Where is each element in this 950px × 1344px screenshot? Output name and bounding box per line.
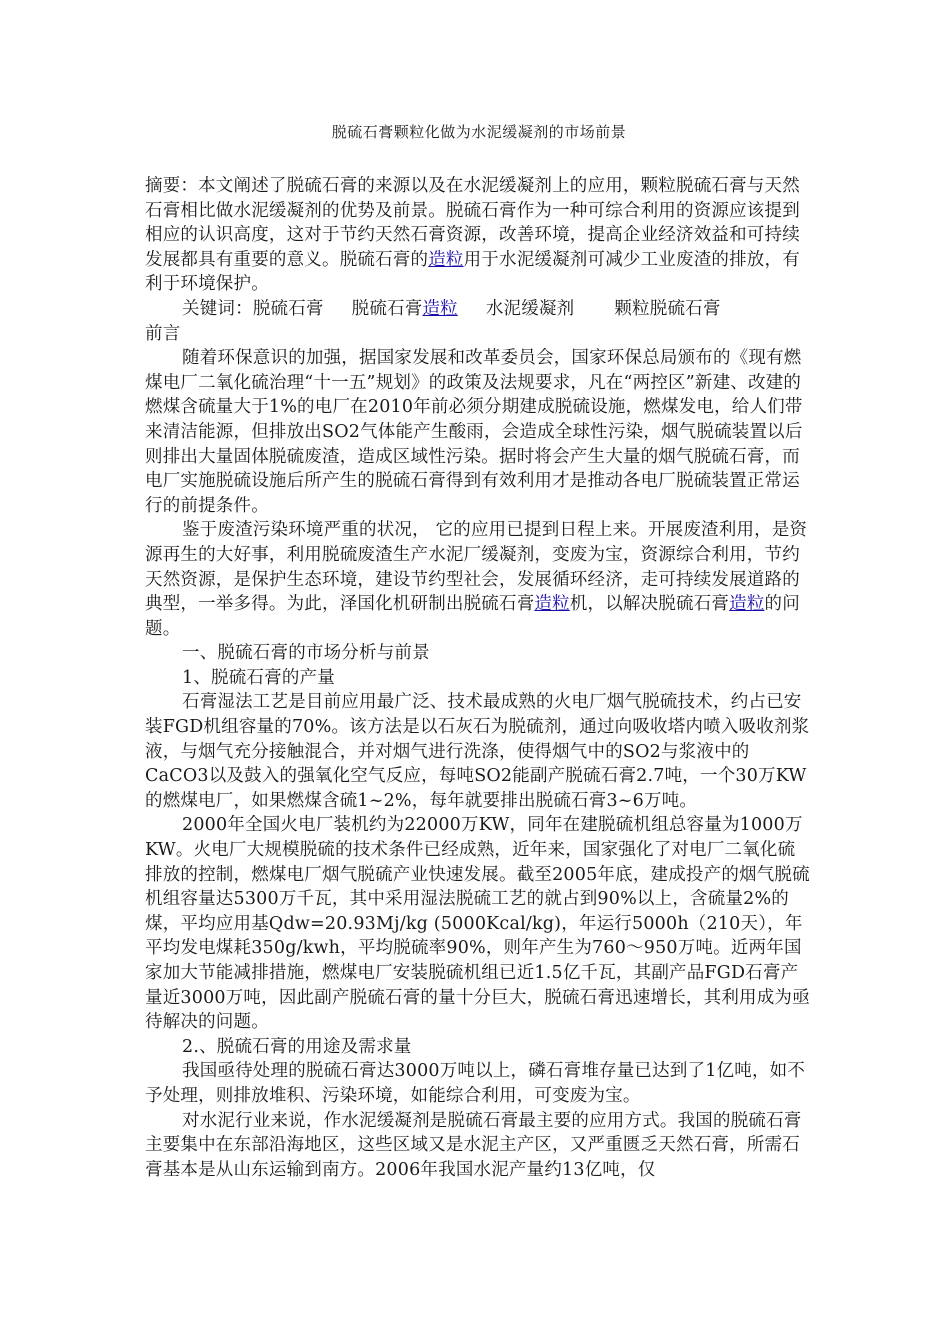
abstract-paragraph xyxy=(145,174,813,297)
keyword: 脱硫石膏 xyxy=(351,298,423,319)
paragraph-text: 机，以解决脱硫石膏 xyxy=(569,594,730,615)
paragraph: 2000年全国火电厂装机约为22000万KW，同年在建脱硫机组总容量为1000万KW。火电厂大规模脱硫的技术条件已经成熟，近年来，国家强化了对电厂二氧化硫排放的控制，燃煤电厂烟气脱硫产业快速发展。截至2005年底，建成投产的烟气脱硫机组容量达5300万千瓦，其中采用湿法脱硫工艺的就占到90%以上，含硫量2%的煤，平均应用基Qdw=20.93Mj/kg (5000Kcal/kg)，年运行5000h（210天），年平均发电煤耗350g/kwh，平均脱硫率90%，则年产生为760～950万吨。近两年国家加大节能减排措施，燃煤电厂安装脱硫机组已近1.5亿千瓦，其副产品FGD石膏产量近3000万吨，因此副产脱硫石膏的量十分巨大，脱硫石膏迅速增长，其利用成为亟待解决的问题。 xyxy=(145,815,810,1033)
document-body xyxy=(145,174,813,1182)
keyword: 水泥缓凝剂 xyxy=(485,298,575,319)
section-heading: 一、脱硫石膏的市场分析与前景 xyxy=(182,643,430,664)
abstract-text-end: 用于水泥缓凝剂可减少工业废渣的排放，有利于环境保护。 xyxy=(145,249,800,295)
abstract-text: 摘要：本文阐述了脱硫石膏的来源以及在水泥缓凝剂上的应用，颗粒脱硫石膏与天然石膏相比做水泥缓凝剂的优势及前景。脱硫石膏作为一种可综合利用的资源应该提到相应的认识高度，这对于节约天然石膏资源，改善环境，提高企业经济效益和可持续发展都具有重要的意义。脱硫石膏的 xyxy=(145,176,800,270)
granulation-link[interactable]: 造粒 xyxy=(534,594,570,615)
subsection-heading: 1、脱硫石膏的产量 xyxy=(182,667,335,688)
subsection-heading: 2.、脱硫石膏的用途及需求量 xyxy=(182,1036,412,1057)
paragraph: 随着环保意识的加强，据国家发展和改革委员会，国家环保总局颁布的《现有燃煤电厂二氧化硫治理“十一五”规划》的政策及法规要求，凡在“两控区”新建、改建的燃煤含硫量大于1%的电厂在2010年前必须分期建成脱硫设施，燃煤发电，给人们带来清洁能源，但排放出SO2气体能产生酸雨，会造成全球性污染，烟气脱硫装置以后则排出大量固体脱硫废渣，造成区域性污染。据时将会产生大量的烟气脱硫石膏，而电厂实施脱硫设施后所产生的脱硫石膏得到有效利用才是推动各电厂脱硫装置正常运行的前提条件。 xyxy=(145,348,803,516)
paragraph-text: 鉴于废渣污染环境严重的状况， 它的应用已提到日程上来。开展废渣利用，是资源再生的大好事，利用脱硫废渣生产水泥厂缓凝剂，变废为宝，资源综合利用，节约天然资源，是保护生态环境，建设节约型社会，发展循环经济，走可持续发展道路的典型，一举多得。为此，泽国化机研制出脱硫石膏 xyxy=(145,520,808,615)
granulation-link[interactable]: 造粒 xyxy=(428,249,464,270)
document-title: 脱硫石膏颗粒化做为水泥缓凝剂的市场前景 xyxy=(331,123,627,141)
paragraph xyxy=(145,518,813,641)
paragraph: 对水泥行业来说，作水泥缓凝剂是脱硫石膏最主要的应用方式。我国的脱硫石膏主要集中在东部沿海地区，这些区域又是水泥主产区，又严重匮乏天然石膏，所需石膏基本是从山东运输到南方。2006年我国水泥产量约13亿吨，仅 xyxy=(145,1110,802,1180)
keywords-label: 关键词： xyxy=(182,298,253,319)
keyword: 脱硫石膏 xyxy=(252,298,324,319)
keywords-line xyxy=(145,297,813,322)
keyword: 颗粒脱硫石膏 xyxy=(614,298,721,319)
paragraph: 我国亟待处理的脱硫石膏达3000万吨以上，磷石膏堆存量已达到了1亿吨，如不予处理，则排放堆积、污染环境，如能综合利用，可变废为宝。 xyxy=(145,1061,806,1106)
paragraph: 石膏湿法工艺是目前应用最广泛、技术最成熟的火电厂烟气脱硫技术，约占已安装FGD机组容量的70%。该方法是以石灰石为脱硫剂，通过向吸收塔内喷入吸收剂浆液，与烟气充分接触混合，并对烟气进行洗涤，使得烟气中的SO2与浆液中的CaCO3以及鼓入的强氧化空气反应，每吨SO2能副产脱硫石膏2.7吨，一个30万KW的燃煤电厂，如果燃煤含硫1~2%，每年就要排出脱硫石膏3~6万吨。 xyxy=(145,692,810,811)
paragraph-text: 的问题。 xyxy=(145,594,800,639)
granulation-link[interactable]: 造粒 xyxy=(422,298,458,319)
preface-heading: 前言 xyxy=(145,323,181,344)
granulation-link[interactable]: 造粒 xyxy=(729,594,765,615)
